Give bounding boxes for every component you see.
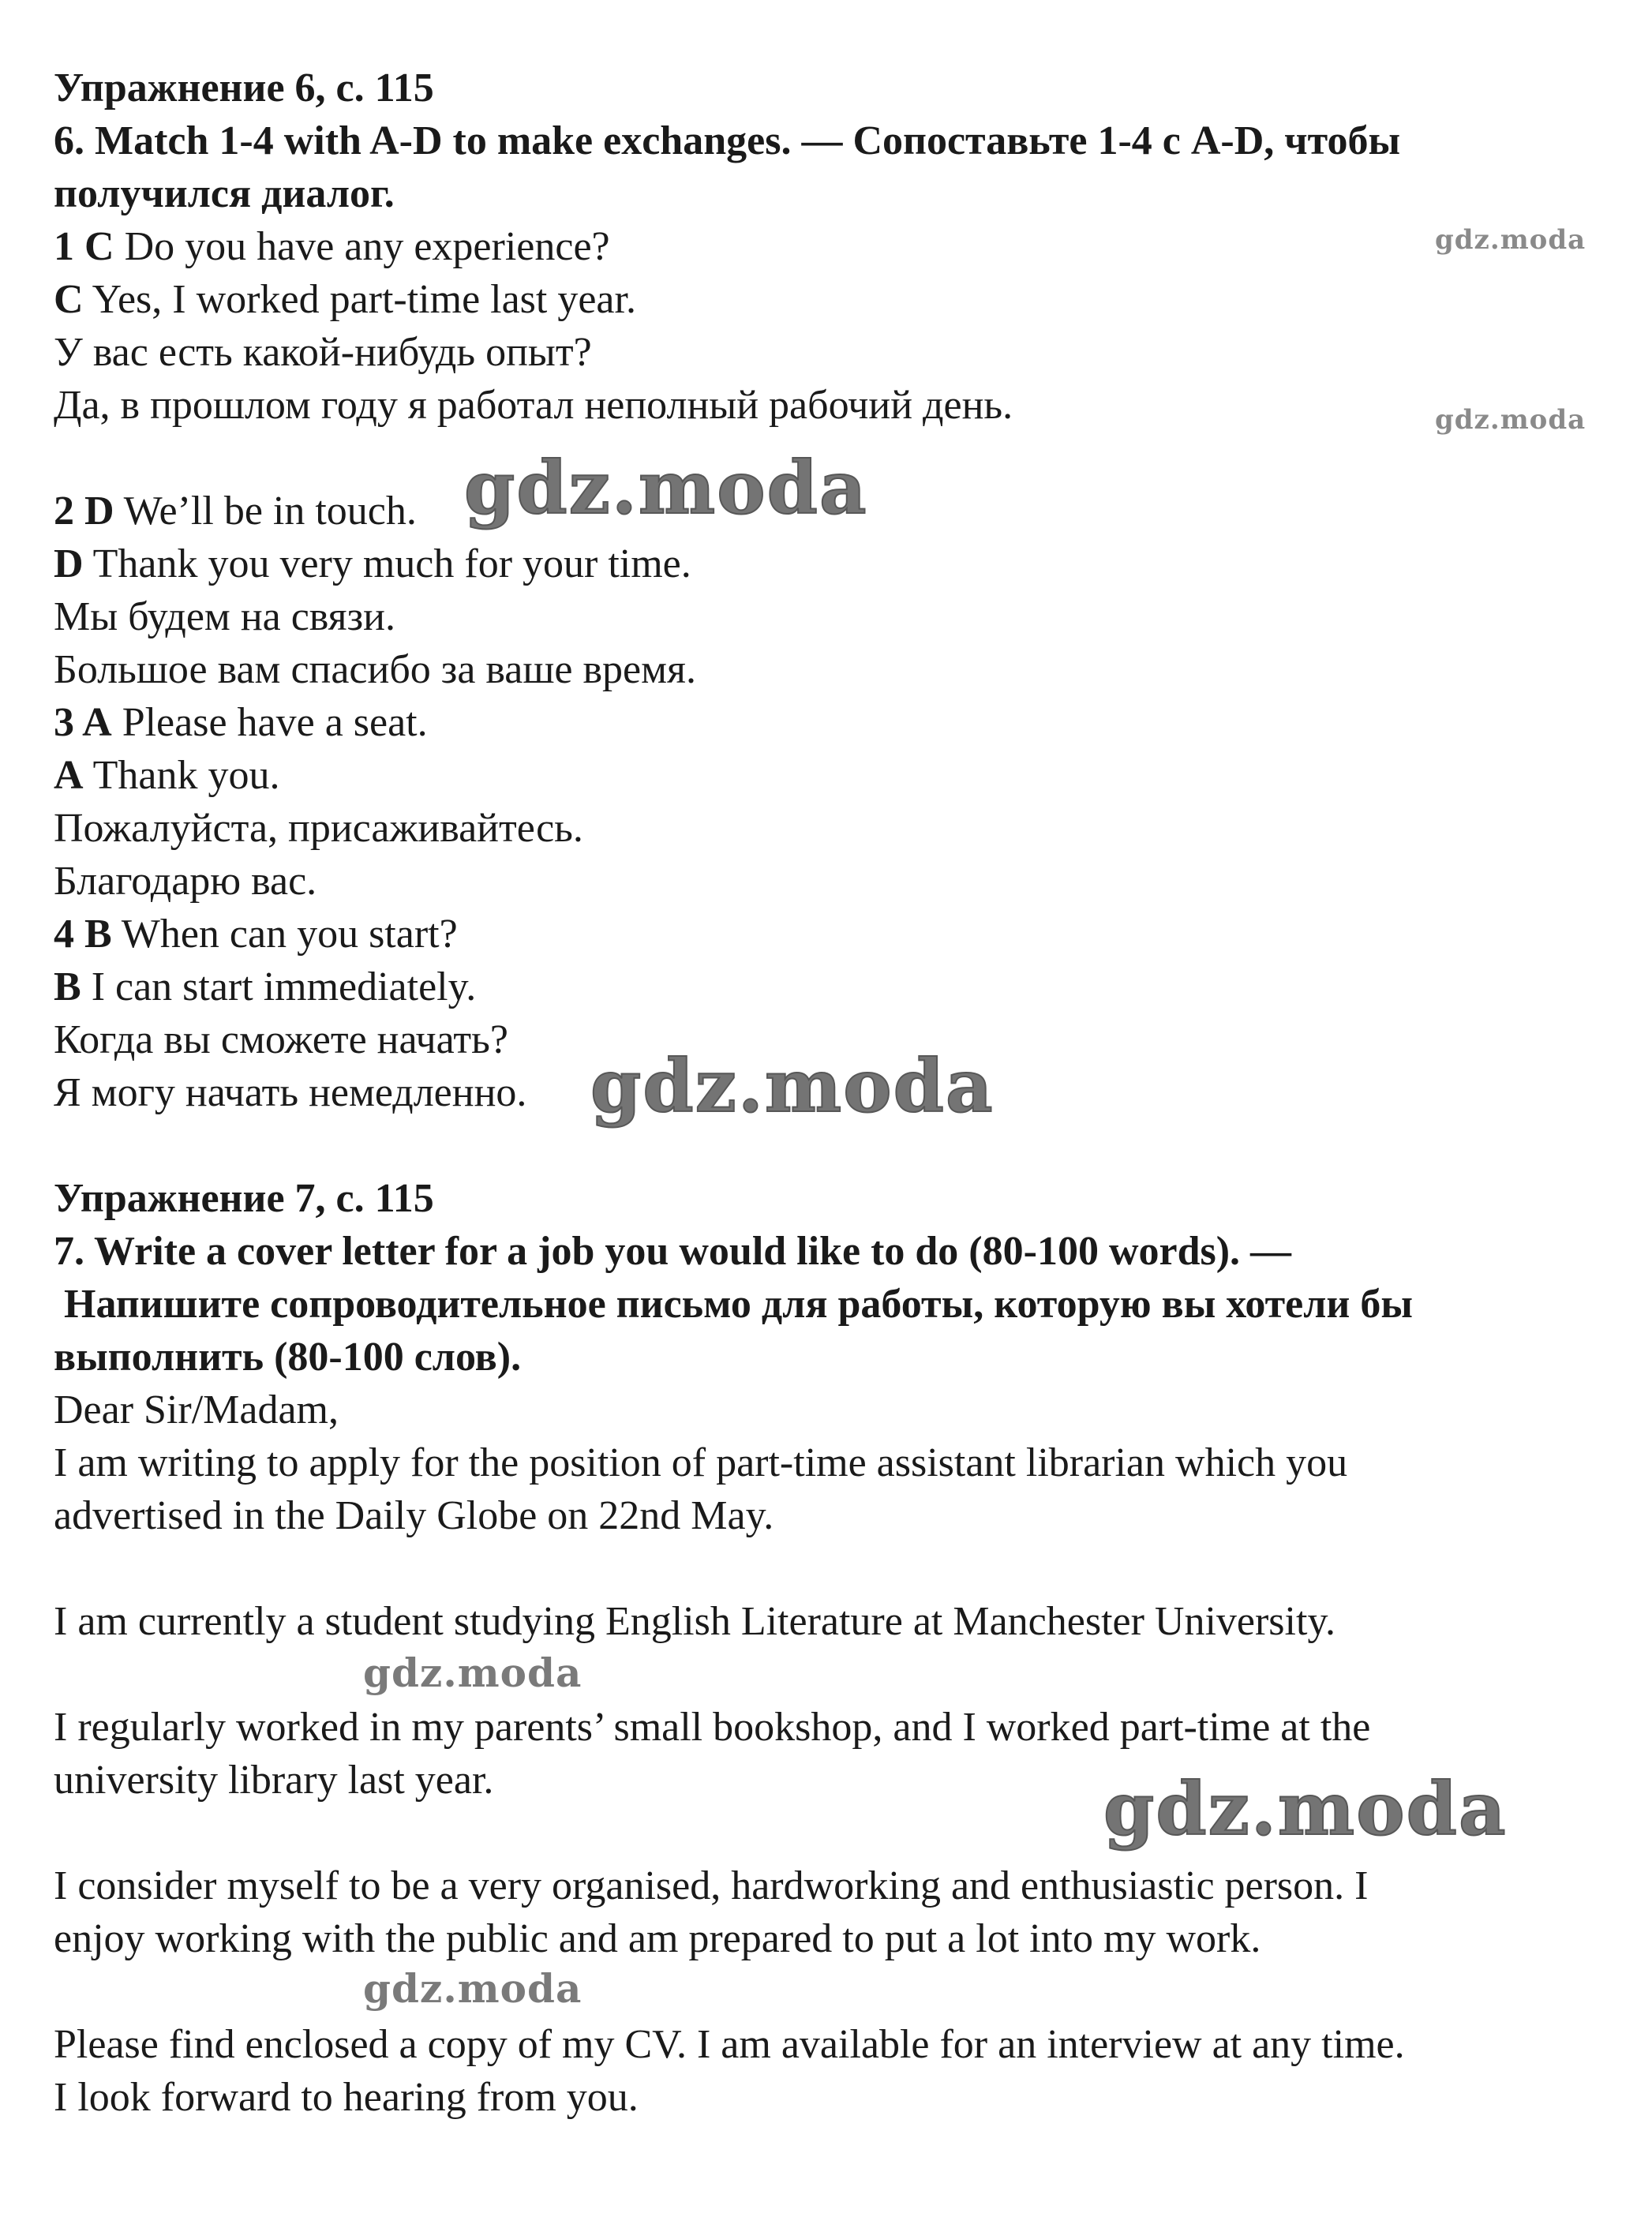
item-3-ru-question: Пожалуйста, присаживайтесь. xyxy=(54,806,583,851)
question-text: Do you have any experience? xyxy=(114,224,610,269)
item-1-ru-question: У вас есть какой-нибудь опыт? xyxy=(54,330,592,375)
letter-p1-line-2: advertised in the Daily Globe on 22nd May. xyxy=(54,1493,774,1538)
exercise-6-task-line-1: 6. Match 1-4 with A-D to make exchanges. — Сопоставьте 1-4 с A-D, чтобы xyxy=(54,118,1401,163)
item-1-question xyxy=(54,220,1601,273)
item-4-answer xyxy=(54,960,1601,1013)
watermark: gdz.moda xyxy=(1435,404,1586,436)
item-4-ru-answer: Я могу начать немедленно. xyxy=(54,1070,527,1115)
item-3-answer xyxy=(54,749,1601,802)
exercise-7-heading: Упражнение 7, с. 115 xyxy=(54,1176,434,1221)
answer-letter: C xyxy=(54,277,84,322)
item-number: 3 A xyxy=(54,700,112,745)
spacer xyxy=(54,1542,1601,1595)
item-4-ru-question: Когда вы сможете начать? xyxy=(54,1017,508,1062)
question-text: When can you start? xyxy=(111,912,458,957)
question-text: Please have a seat. xyxy=(111,700,428,745)
letter-p5-line-2: I look forward to hearing from you. xyxy=(54,2075,639,2120)
watermark: gdz.moda xyxy=(1435,224,1586,256)
letter-p5-line-1: Please find enclosed a copy of my CV. I am available for an interview at any time. xyxy=(54,2022,1405,2067)
letter-greeting: Dear Sir/Madam, xyxy=(54,1387,339,1432)
letter-p2-line-1: I am currently a student studying English Literature at Manchester University. xyxy=(54,1599,1336,1644)
item-number: 2 D xyxy=(54,489,114,534)
item-2-ru-answer: Большое вам спасибо за ваше время. xyxy=(54,647,696,692)
letter-p4-line-1: I consider myself to be a very organised, hardworking and enthusiastic person. I xyxy=(54,1863,1369,1908)
exercise-7-task-line-1: 7. Write a cover letter for a job you would like to do (80-100 words). — xyxy=(54,1229,1292,1274)
answer-text: Thank you. xyxy=(83,753,280,798)
item-2-answer xyxy=(54,537,1601,590)
answer-text: Thank you very much for your time. xyxy=(83,541,691,586)
exercise-7-task-line-3: выполнить (80-100 слов). xyxy=(54,1335,522,1380)
answer-text: I can start immediately. xyxy=(81,964,477,1009)
answer-text: Yes, I worked part-time last year. xyxy=(83,277,636,322)
answer-letter: D xyxy=(54,541,84,586)
watermark: gdz.moda xyxy=(363,1965,583,2012)
letter-p4-line-2: enjoy working with the public and am prepared to put a lot into my work. xyxy=(54,1916,1261,1961)
exercise-7-task-line-2: Напишите сопроводительное письмо для работы, которую вы хотели бы xyxy=(54,1282,1413,1327)
letter-p3-line-2: university library last year. xyxy=(54,1758,494,1803)
letter-p1-line-1: I am writing to apply for the position of part-time assistant librarian which you xyxy=(54,1440,1348,1485)
exercise-6-task-line-2: получился диалог. xyxy=(54,171,395,216)
spacer xyxy=(54,1965,1601,2018)
answer-letter: B xyxy=(54,964,81,1009)
watermark: gdz.moda xyxy=(464,445,868,530)
item-2-ru-question: Мы будем на связи. xyxy=(54,594,395,639)
letter-p3-line-1: I regularly worked in my parents’ small bookshop, and I worked part-time at the xyxy=(54,1705,1371,1750)
watermark: gdz.moda xyxy=(363,1649,583,1696)
exercise-6-heading: Упражнение 6, с. 115 xyxy=(54,66,434,110)
item-4-question xyxy=(54,908,1601,960)
question-text: We’ll be in touch. xyxy=(114,489,417,534)
item-3-question xyxy=(54,696,1601,749)
item-number: 4 B xyxy=(54,912,112,957)
spacer xyxy=(54,1648,1601,1701)
answer-letter: A xyxy=(54,753,84,798)
watermark: gdz.moda xyxy=(590,1043,995,1129)
item-1-ru-answer: Да, в прошлом году я работал неполный рабочий день. xyxy=(54,383,1013,428)
watermark: gdz.moda xyxy=(1103,1766,1508,1852)
item-1-answer xyxy=(54,273,1601,326)
item-number: 1 C xyxy=(54,224,114,269)
item-3-ru-answer: Благодарю вас. xyxy=(54,859,317,904)
